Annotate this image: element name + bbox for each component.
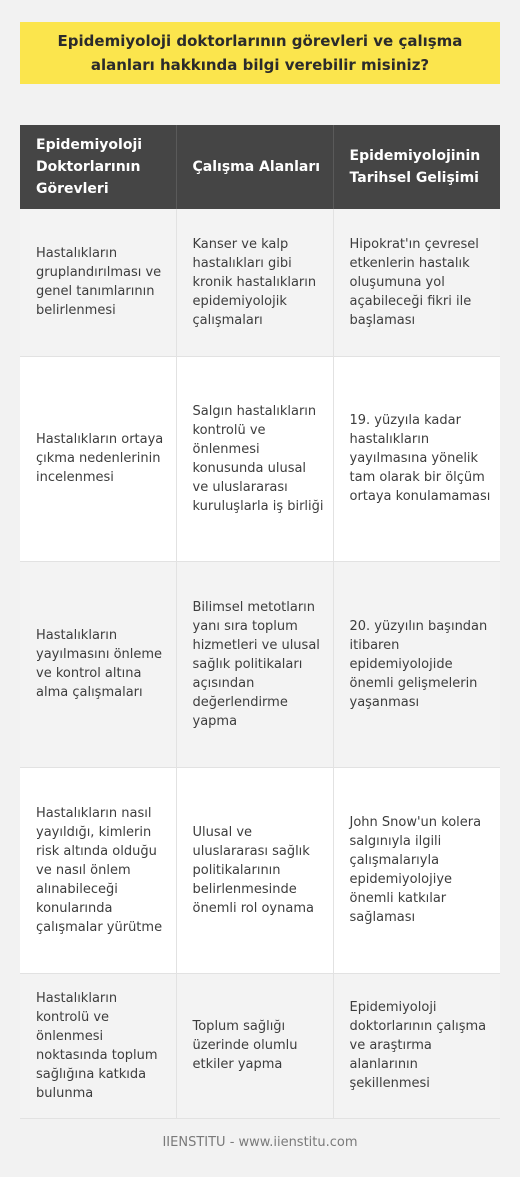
table-cell: Hastalıkların nasıl yayıldığı, kimlerin risk altında olduğu ve nasıl önlem alınabileceği konularında çalışmalar yürütme (20, 767, 176, 973)
table-row (20, 973, 500, 1118)
table-row (20, 356, 500, 561)
page-title: Epidemiyoloji doktorlarının görevleri ve çalışma alanları hakkında bilgi verebilir misiniz? (57, 32, 463, 74)
table-row (20, 767, 500, 973)
table-cell: Hastalıkların ortaya çıkma nedenlerinin incelenmesi (20, 356, 176, 561)
table-cell: Toplum sağlığı üzerinde olumlu etkiler yapma (176, 973, 333, 1118)
table-cell: Hastalıkların kontrolü ve önlenmesi noktasında toplum sağlığına katkıda bulunma (20, 973, 176, 1118)
footer-credit: IIENSTITU - www.iienstitu.com (162, 1135, 358, 1150)
table-cell: 19. yüzyıla kadar hastalıkların yayılmasına yönelik tam olarak bir ölçüm ortaya konulamaması (333, 356, 500, 561)
table-header-row (20, 125, 500, 209)
table-cell: Salgın hastalıkların kontrolü ve önlenmesi konusunda ulusal ve uluslararası kuruluşlarla iş birliği (176, 356, 333, 561)
table-cell: Hipokrat'ın çevresel etkenlerin hastalık oluşumuna yol açabileceği fikri ile başlaması (333, 209, 500, 356)
table-cell: Ulusal ve uluslararası sağlık politikalarının belirlenmesinde önemli rol oynama (176, 767, 333, 973)
table-cell: Bilimsel metotların yanı sıra toplum hizmetleri ve ulusal sağlık politikaları açısından değerlendirme yapma (176, 561, 333, 767)
column-header-history: Epidemiyolojinin Tarihsel Gelişimi (333, 125, 500, 209)
table-cell: John Snow'un kolera salgınıyla ilgili çalışmalarıyla epidemiyolojiye önemli katkılar sağlaması (333, 767, 500, 973)
title-banner (20, 22, 500, 84)
column-header-fields: Çalışma Alanları (176, 125, 333, 209)
column-header-duties: Epidemiyoloji Doktorlarının Görevleri (20, 125, 176, 209)
table-cell: Kanser ve kalp hastalıkları gibi kronik hastalıkların epidemiyolojik çalışmaları (176, 209, 333, 356)
table-cell: Hastalıkların gruplandırılması ve genel tanımlarının belirlenmesi (20, 209, 176, 356)
table-cell: 20. yüzyılın başından itibaren epidemiyolojide önemli gelişmelerin yaşanması (333, 561, 500, 767)
table-row (20, 561, 500, 767)
table-cell: Hastalıkların yayılmasını önleme ve kontrol altına alma çalışmaları (20, 561, 176, 767)
table-cell: Epidemiyoloji doktorlarının çalışma ve araştırma alanlarının şekillenmesi (333, 973, 500, 1118)
info-table (20, 125, 500, 1119)
table-row (20, 209, 500, 356)
